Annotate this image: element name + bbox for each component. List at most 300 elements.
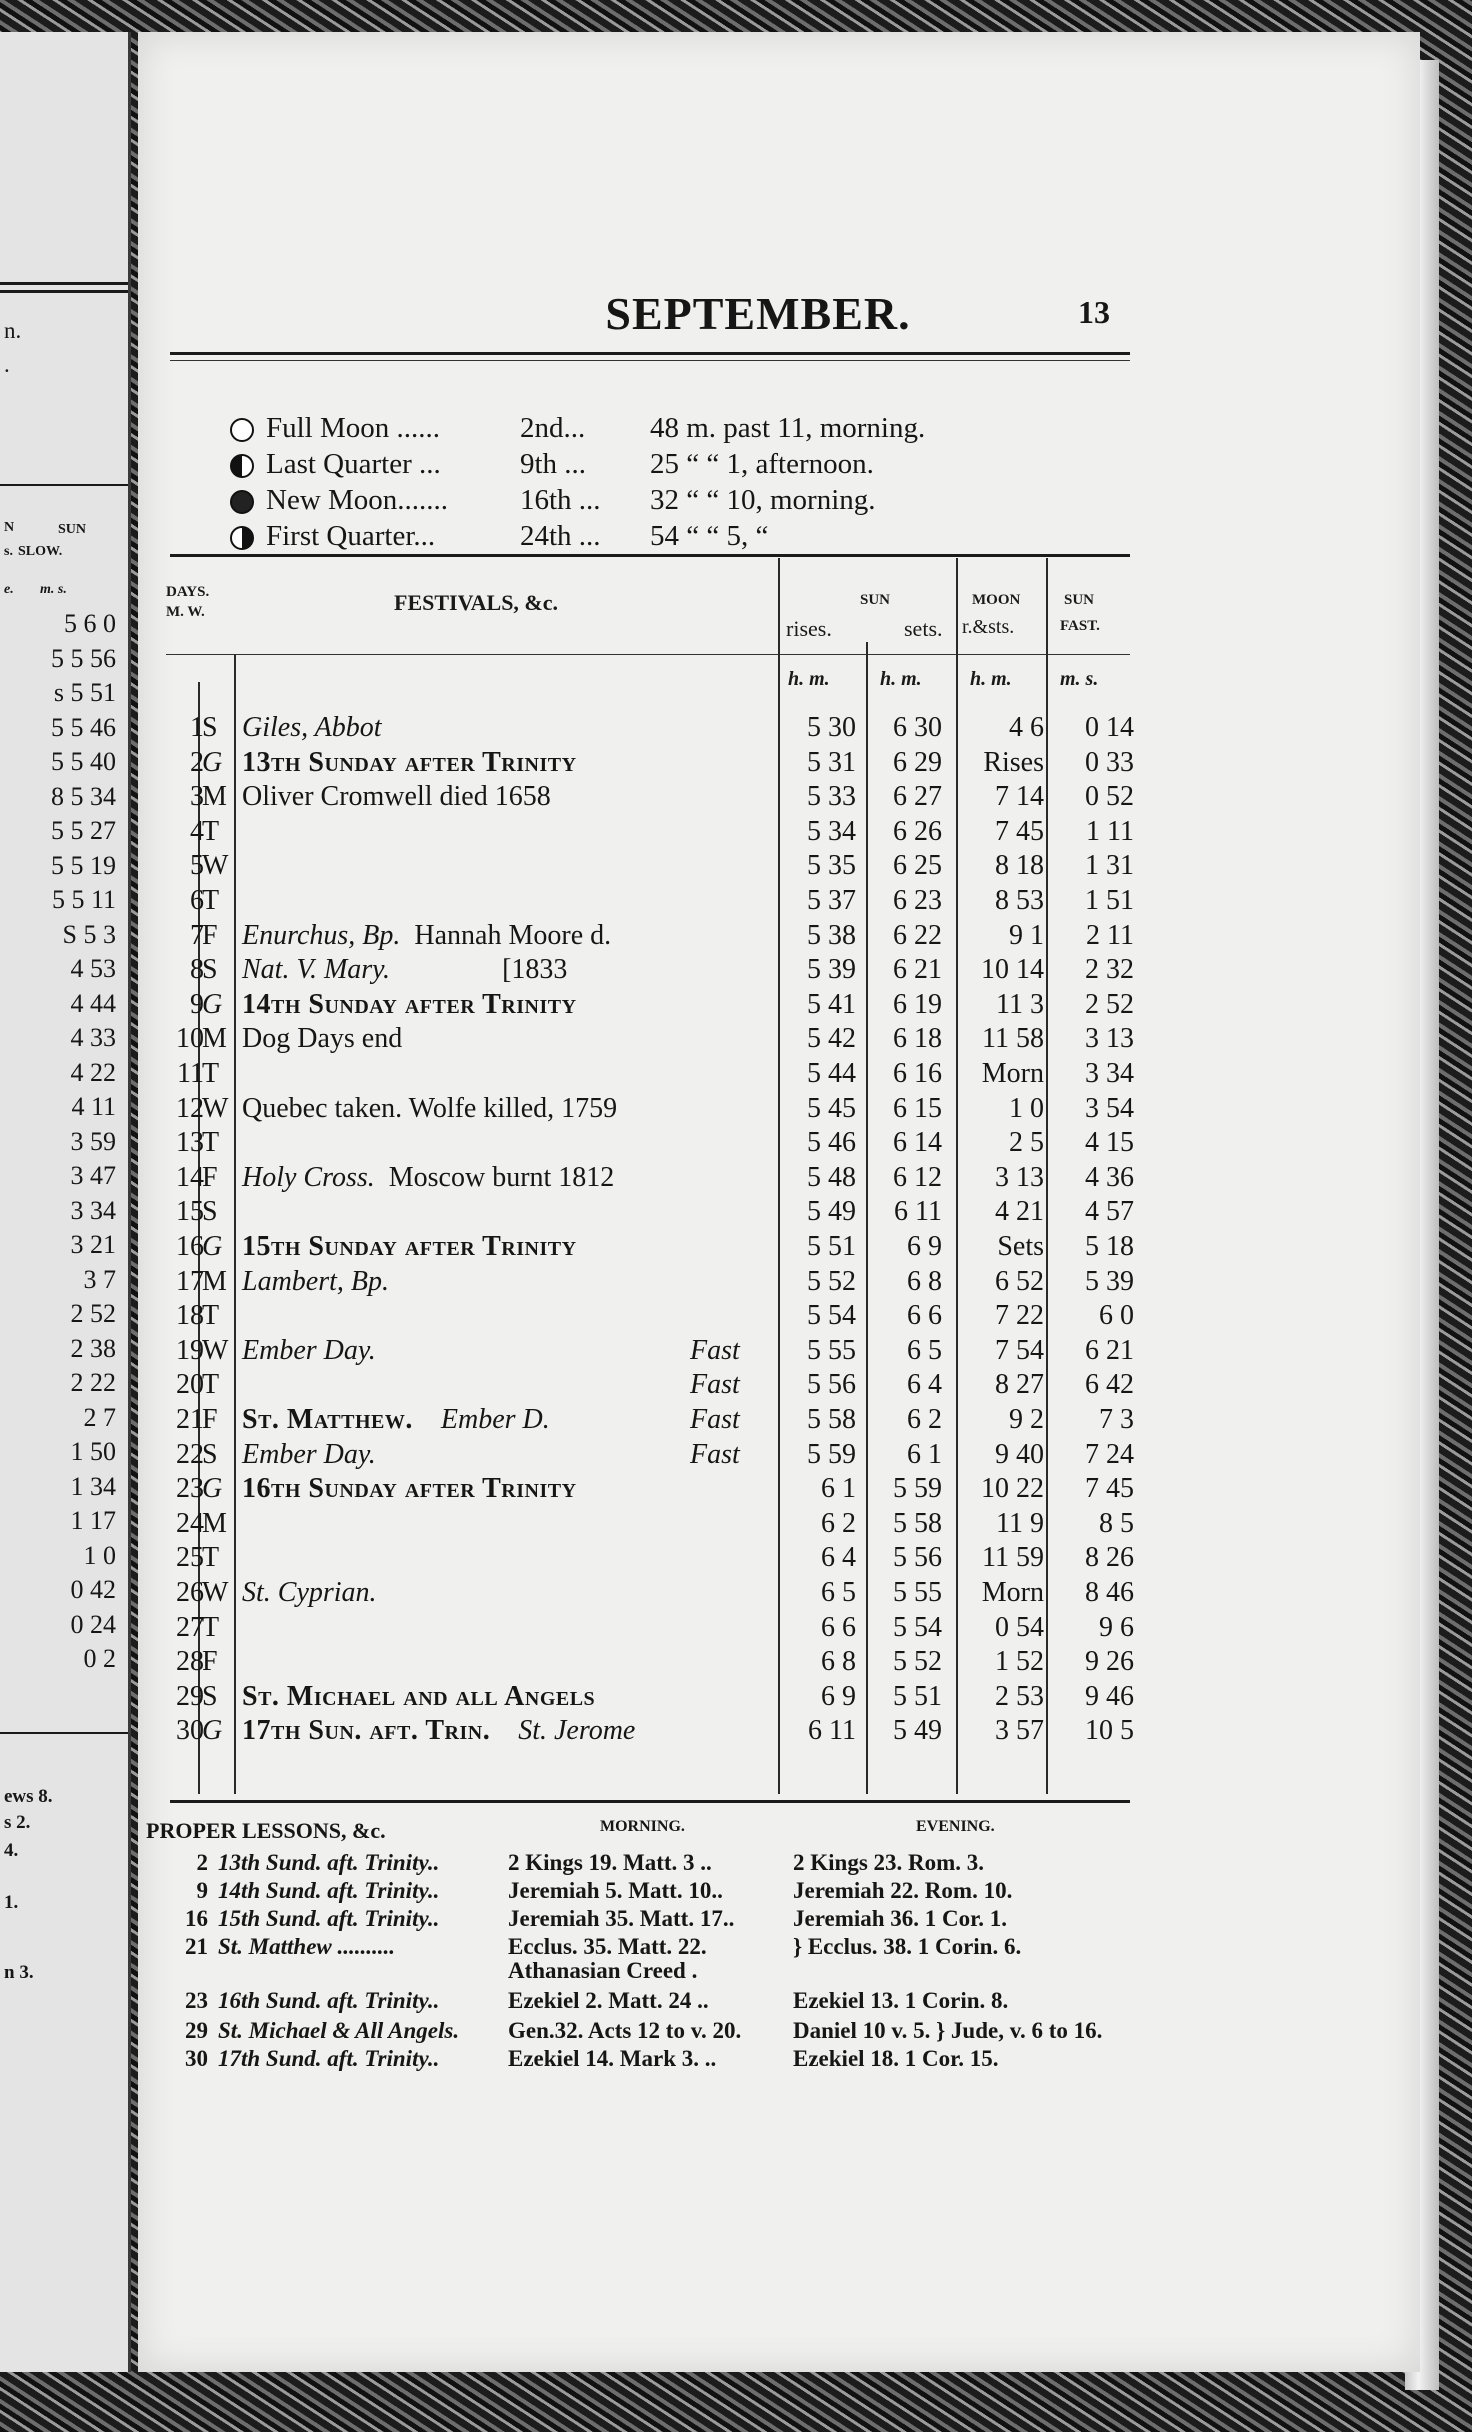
calendar-row [138, 747, 1420, 781]
adjacent-page-unit: m. s. [40, 582, 67, 597]
weekday: M [202, 1265, 227, 1297]
moon-rises-sets: 7 14 [995, 781, 1044, 813]
sun-rises: 5 55 [807, 1334, 856, 1366]
sun-sets: 5 59 [893, 1473, 942, 1505]
phase-date: 16th ... [520, 484, 601, 516]
sun-rises: 5 59 [807, 1438, 856, 1470]
sun-sets: 6 18 [893, 1023, 942, 1055]
fast-note: Fast [690, 1404, 740, 1435]
sun-rises: 5 46 [807, 1127, 856, 1159]
table-top-rule [170, 554, 1130, 557]
lesson-day: 21 [185, 1934, 208, 1959]
header-festivals: FESTIVALS, &c. [394, 590, 559, 615]
adjacent-page-rule [0, 290, 128, 293]
calendar-row [138, 1681, 1420, 1715]
sun-rises: 6 5 [821, 1577, 856, 1608]
adjacent-page-value: 4 11 [71, 1092, 116, 1121]
lesson-day: 29 [185, 2018, 208, 2043]
adjacent-page-text: 4. [4, 1840, 19, 1861]
sun-fast: 7 45 [1085, 1473, 1134, 1505]
lesson-occasion: 17th Sund. aft. Trinity.. [218, 2046, 440, 2071]
sun-rises: 5 49 [807, 1196, 856, 1228]
sun-fast: 5 39 [1085, 1265, 1134, 1297]
sun-fast: 6 21 [1085, 1334, 1134, 1366]
lesson-row [138, 1988, 1420, 2018]
festival [242, 920, 611, 952]
saint-day: Nat. V. Mary. [242, 954, 391, 986]
lesson-occasion: 13th Sund. aft. Trinity.. [218, 1850, 440, 1875]
sun-rises: 5 44 [807, 1058, 856, 1089]
weekday: G [202, 746, 223, 778]
festival-title: St. Matthew. [242, 1404, 413, 1435]
sun-rises: 5 31 [807, 746, 856, 778]
sun-sets: 5 51 [893, 1680, 942, 1712]
day-of-month: 5 [190, 850, 204, 882]
weekday: G [202, 988, 223, 1020]
moon-rises-sets: 10 14 [981, 954, 1044, 986]
weekday: S [202, 1438, 218, 1470]
lesson-row [138, 1878, 1420, 1908]
sun-fast: 2 11 [1086, 919, 1134, 951]
day-of-month: 18 [176, 1300, 204, 1332]
day-of-month: 25 [176, 1542, 204, 1574]
lessons-evening-header: EVENING. [916, 1818, 995, 1835]
sun-sets: 5 54 [893, 1611, 942, 1643]
phase-name: First Quarter... [266, 520, 436, 552]
day-of-month: 17 [176, 1265, 204, 1297]
sun-sets: 6 4 [907, 1369, 942, 1401]
lesson-day: 23 [185, 1988, 208, 2013]
weekday: M [202, 1023, 227, 1055]
unit-hm: h. m. [880, 668, 922, 690]
sun-rises: 5 56 [807, 1369, 856, 1401]
sun-rises: 5 42 [807, 1023, 856, 1055]
day-of-month: 24 [176, 1507, 204, 1539]
festival-note: Moscow burnt 1812 [388, 1161, 615, 1193]
lesson-day: 30 [185, 2046, 208, 2071]
moon-phase-row [230, 520, 1030, 556]
moon-rises-sets: 9 1 [1009, 919, 1044, 951]
adjacent-page-value: 5 5 56 [51, 643, 116, 673]
sun-fast: 2 52 [1085, 988, 1134, 1020]
sun-fast: 6 0 [1099, 1300, 1134, 1332]
weekday: M [202, 1507, 227, 1539]
day-of-month: 13 [176, 1127, 204, 1159]
sun-rises: 5 30 [807, 712, 856, 743]
sun-fast: 0 14 [1085, 712, 1134, 743]
moon-rises-sets: 4 21 [995, 1196, 1044, 1228]
sun-rises: 5 35 [807, 850, 856, 882]
sun-rises: 5 52 [807, 1265, 856, 1297]
weekday: F [202, 1404, 218, 1435]
festival-note: Quebec taken. Wolfe killed, 1759 [242, 1092, 618, 1124]
calendar-row [138, 1196, 1420, 1230]
festival [242, 1439, 376, 1471]
phase-time: 32 “ “ 10, morning. [650, 484, 876, 516]
calendar-row [138, 1439, 1420, 1473]
day-of-month: 3 [190, 781, 204, 813]
moon-phase-row [230, 484, 1030, 520]
weekday: W [202, 1334, 229, 1366]
festival-title: 14th Sunday after Trinity [242, 988, 577, 1020]
header-sun-fast-sub: FAST. [1060, 618, 1100, 634]
festival-title: 17th Sun. aft. Trin. [242, 1715, 491, 1747]
moon-phases [230, 412, 1030, 556]
day-of-month: 23 [176, 1473, 204, 1505]
adjacent-page-value: s 5 51 [53, 678, 116, 707]
lesson-evening: Jeremiah 36. 1 Cor. 1. [793, 1906, 1008, 1931]
adjacent-page-text: ews 8. [4, 1786, 53, 1807]
header-sets: sets. [904, 616, 943, 641]
moon-rises-sets: 10 22 [981, 1473, 1044, 1505]
sun-fast: 9 6 [1099, 1611, 1134, 1643]
sun-rises: 5 48 [807, 1161, 856, 1193]
calendar-row [138, 1577, 1420, 1611]
moon-rises-sets: Sets [997, 1231, 1044, 1262]
fast-note: Fast [690, 1438, 740, 1470]
lesson-row [138, 2018, 1420, 2048]
calendar-row [138, 1646, 1420, 1680]
calendar-row [138, 1473, 1420, 1507]
calendar-row [138, 1508, 1420, 1542]
lesson-row [138, 1906, 1420, 1936]
header-days: DAYS. [166, 584, 210, 600]
sun-rises: 6 1 [821, 1473, 856, 1505]
lesson-occasion: St. Michael & All Angels. [218, 2018, 460, 2043]
adjacent-page-value: S 5 3 [62, 919, 116, 949]
festival [242, 1093, 617, 1125]
lessons-title: PROPER LESSONS, &c. [146, 1818, 386, 1843]
sun-fast: 0 52 [1085, 781, 1134, 813]
calendar-row [138, 1127, 1420, 1161]
new-moon-icon [230, 490, 254, 514]
sun-rises: 6 11 [808, 1715, 856, 1747]
sun-sets: 6 29 [893, 746, 942, 778]
title-rule [170, 352, 1130, 355]
adjacent-page-unit: e. [4, 582, 14, 597]
sun-rises: 5 39 [807, 954, 856, 986]
sun-rises: 5 51 [807, 1231, 856, 1262]
sun-fast: 9 26 [1085, 1646, 1134, 1678]
moon-phase-row [230, 412, 1030, 448]
lesson-morning: 2 Kings 19. Matt. 3 .. [508, 1850, 712, 1875]
day-of-month: 19 [176, 1334, 204, 1366]
sun-rises: 5 58 [807, 1404, 856, 1435]
day-of-month: 15 [176, 1196, 204, 1228]
festival-note: Hannah Moore d. [414, 919, 612, 951]
header-moon-sub: r.&sts. [962, 616, 1015, 638]
moon-rises-sets: 6 52 [995, 1265, 1044, 1297]
lesson-occasion: St. Matthew .......... [218, 1934, 396, 1959]
weekday: W [202, 1577, 229, 1608]
lesson-morning: Jeremiah 5. Matt. 10.. [508, 1878, 723, 1903]
festival [242, 747, 577, 779]
table-bottom-rule [170, 1800, 1130, 1803]
sun-sets: 6 26 [893, 815, 942, 847]
lesson-row [138, 1850, 1420, 1880]
festival [242, 1577, 377, 1609]
moon-rises-sets: Morn [981, 1058, 1044, 1089]
header-sun: SUN [860, 592, 891, 608]
adjacent-page-value: 3 34 [70, 1195, 116, 1225]
sun-fast: 5 18 [1085, 1231, 1134, 1262]
sun-fast: 4 36 [1085, 1161, 1134, 1193]
calendar-row [138, 1715, 1420, 1749]
festival [242, 1162, 614, 1194]
phase-time: 25 “ “ 1, afternoon. [650, 448, 874, 480]
sun-sets: 5 56 [893, 1542, 942, 1574]
sun-fast: 4 57 [1085, 1196, 1134, 1228]
calendar-row [138, 1612, 1420, 1646]
weekday: S [202, 1680, 218, 1712]
day-of-month: 21 [176, 1404, 204, 1435]
weekday: M [202, 781, 227, 813]
sun-sets: 6 21 [893, 954, 942, 986]
adjacent-page-value: 5 5 19 [51, 850, 116, 880]
adjacent-page-value: 0 2 [83, 1644, 116, 1673]
saint-day: Ember D. [440, 1404, 550, 1435]
phase-date: 2nd... [520, 412, 586, 444]
full-moon-icon [230, 418, 254, 442]
adjacent-page-text: . [4, 352, 10, 377]
sun-sets: 6 19 [893, 988, 942, 1020]
sun-sets: 6 27 [893, 781, 942, 813]
sun-rises: 6 8 [821, 1646, 856, 1678]
adjacent-page-text: s 2. [4, 1812, 31, 1833]
festival [242, 1335, 376, 1367]
adjacent-page-value: 1 0 [83, 1540, 116, 1570]
sun-rises: 6 4 [821, 1542, 856, 1574]
lesson-evening: Daniel 10 v. 5. } Jude, v. 6 to 16. [793, 2018, 1103, 2043]
calendar-row [138, 989, 1420, 1023]
fast-note: Fast [690, 1369, 740, 1401]
adjacent-page-header: SUN [58, 522, 87, 537]
sun-sets: 6 6 [907, 1300, 942, 1332]
adjacent-page-value: 4 44 [70, 988, 116, 1018]
sun-sets: 6 15 [893, 1092, 942, 1124]
moon-rises-sets: 11 58 [982, 1023, 1044, 1055]
day-of-month: 29 [176, 1680, 204, 1712]
adjacent-page-fragment [0, 32, 131, 2372]
adjacent-page-sun-slow-column [10, 607, 116, 1677]
page-number: 13 [1078, 294, 1110, 330]
calendar-row [138, 1093, 1420, 1127]
sun-sets: 5 58 [893, 1507, 942, 1539]
calendar-row [138, 1300, 1420, 1334]
sun-sets: 5 49 [893, 1715, 942, 1747]
day-of-month: 28 [176, 1646, 204, 1678]
moon-rises-sets: 1 0 [1009, 1092, 1044, 1124]
saint-day: Lambert, Bp. [242, 1265, 389, 1297]
sun-sets: 6 16 [893, 1058, 942, 1089]
header-rises: rises. [786, 616, 832, 641]
day-of-month: 30 [176, 1715, 204, 1747]
sun-fast: 1 31 [1085, 850, 1134, 882]
festival-note: Oliver Cromwell died 1658 [242, 781, 551, 813]
weekday: G [202, 1473, 223, 1505]
sun-fast: 9 46 [1085, 1680, 1134, 1712]
lesson-evening: 2 Kings 23. Rom. 3. [793, 1850, 985, 1875]
sun-sets: 6 25 [893, 850, 942, 882]
day-of-month: 8 [190, 954, 204, 986]
calendar-row [138, 920, 1420, 954]
lesson-day: 2 [196, 1850, 208, 1875]
moon-rises-sets: 2 53 [995, 1680, 1044, 1712]
adjacent-page-value: 5 5 11 [51, 885, 116, 914]
sun-fast: 7 3 [1099, 1404, 1134, 1435]
festival [242, 989, 577, 1021]
weekday: S [202, 954, 218, 986]
sun-rises: 6 2 [821, 1507, 856, 1539]
moon-rises-sets: 11 3 [996, 988, 1044, 1020]
calendar-row [138, 954, 1420, 988]
sun-sets: 6 5 [907, 1334, 942, 1366]
adjacent-page-header: SLOW. [18, 544, 63, 559]
sun-sets: 6 8 [907, 1265, 942, 1297]
sun-fast: 3 34 [1085, 1058, 1134, 1089]
sun-sets: 6 30 [893, 712, 942, 743]
weekday: S [202, 1196, 218, 1228]
saint-day: Holy Cross. [242, 1161, 375, 1193]
day-of-month: 7 [190, 919, 204, 951]
moon-rises-sets: 2 5 [1009, 1127, 1044, 1159]
moon-rises-sets: 3 13 [995, 1161, 1044, 1193]
sun-fast: 4 15 [1085, 1127, 1134, 1159]
day-of-month: 1 [190, 712, 204, 743]
adjacent-page-value: 0 24 [70, 1609, 116, 1639]
almanac-page [138, 32, 1420, 2372]
moon-rises-sets: 7 45 [995, 815, 1044, 847]
adjacent-page-header: N [4, 520, 15, 535]
day-of-month: 10 [176, 1023, 204, 1055]
festival [242, 1404, 550, 1436]
moon-rises-sets: Rises [983, 746, 1044, 778]
sun-rises: 5 41 [807, 988, 856, 1020]
moon-rises-sets: 9 2 [1009, 1404, 1044, 1435]
moon-rises-sets: 8 27 [995, 1369, 1044, 1401]
page-title: SEPTEMBER. [605, 288, 911, 339]
day-of-month: 14 [176, 1161, 204, 1193]
day-of-month: 11 [177, 1058, 204, 1089]
sun-fast: 7 24 [1085, 1438, 1134, 1470]
sun-rises: 5 38 [807, 919, 856, 951]
lesson-morning: Gen.32. Acts 12 to v. 20. [508, 2018, 742, 2043]
calendar-row [138, 1335, 1420, 1369]
sun-fast: 8 5 [1099, 1507, 1134, 1539]
sun-rises: 5 33 [807, 781, 856, 813]
weekday: G [202, 1231, 223, 1262]
first-quarter-icon [230, 526, 254, 550]
festival-note: Dog Days end [242, 1023, 403, 1055]
adjacent-page-rule [0, 282, 128, 285]
day-of-month: 26 [176, 1577, 204, 1608]
day-of-month: 6 [190, 885, 204, 916]
sun-sets: 5 52 [893, 1646, 942, 1678]
lesson-morning: Athanasian Creed . [508, 1958, 698, 1983]
festival [242, 712, 381, 744]
day-of-month: 2 [190, 746, 204, 778]
lesson-row [138, 2046, 1420, 2076]
lesson-day: 9 [196, 1878, 208, 1903]
calendar-row [138, 1058, 1420, 1092]
phase-name: Full Moon ...... [266, 412, 441, 444]
unit-hm: h. m. [970, 668, 1012, 690]
lesson-occasion: 14th Sund. aft. Trinity.. [218, 1878, 440, 1903]
moon-rises-sets: Morn [981, 1577, 1044, 1608]
adjacent-page-value: 2 38 [70, 1333, 116, 1363]
phase-name: New Moon....... [266, 484, 449, 516]
header-moon: MOON [972, 592, 1021, 608]
adjacent-page-rule [0, 484, 128, 486]
sun-rises: 6 6 [821, 1611, 856, 1643]
header-rule [166, 654, 1130, 655]
unit-ms: m. s. [1060, 668, 1099, 690]
phase-name: Last Quarter ... [266, 448, 441, 480]
festival [242, 1023, 402, 1055]
calendar-row [138, 850, 1420, 884]
adjacent-page-value: 5 6 0 [64, 609, 116, 638]
festival-title: 13th Sunday after Trinity [242, 746, 577, 778]
adjacent-page-text: n 3. [4, 1962, 34, 1983]
lesson-morning: Ezekiel 14. Mark 3. .. [508, 2046, 717, 2071]
festival-title: St. Michael and all Angels [242, 1680, 596, 1712]
adjacent-page-value: 5 5 27 [51, 816, 116, 845]
calendar-row [138, 1231, 1420, 1265]
saint-day: Enurchus, Bp. [242, 919, 401, 951]
calendar-row [138, 1542, 1420, 1576]
lesson-evening: } Ecclus. 38. 1 Corin. 6. [793, 1934, 1022, 1959]
header-mw: M. W. [166, 604, 205, 620]
sun-sets: 6 2 [907, 1404, 942, 1435]
weekday: T [202, 1058, 220, 1089]
weekday: T [202, 885, 220, 916]
calendar-row [138, 712, 1420, 746]
weekday: T [202, 1542, 220, 1574]
moon-rises-sets: 7 22 [995, 1300, 1044, 1332]
sun-fast: 0 33 [1085, 746, 1134, 778]
weekday: T [202, 815, 220, 847]
saint-day: Ember Day. [242, 1438, 376, 1470]
lesson-day: 16 [185, 1906, 208, 1931]
sun-sets: 6 23 [893, 885, 942, 916]
sun-sets: 6 22 [893, 919, 942, 951]
calendar-row [138, 885, 1420, 919]
phase-time: 48 m. past 11, morning. [650, 412, 926, 444]
weekday: W [202, 850, 229, 882]
lesson-row [138, 1958, 1420, 1988]
lesson-morning: Ezekiel 2. Matt. 24 .. [508, 1988, 709, 2013]
adjacent-page-value: 3 21 [70, 1230, 116, 1259]
adjacent-page-value: 4 53 [70, 954, 116, 983]
sun-sets: 6 9 [907, 1231, 942, 1262]
header-sun-fast: SUN [1064, 592, 1095, 608]
day-of-month: 4 [190, 815, 204, 847]
sun-sets: 6 14 [893, 1127, 942, 1159]
festival [242, 1473, 577, 1505]
lesson-evening: Ezekiel 18. 1 Cor. 15. [793, 2046, 999, 2071]
adjacent-page-value: 3 47 [70, 1161, 116, 1190]
saint-day: St. Cyprian. [242, 1577, 377, 1608]
sun-fast: 2 32 [1085, 954, 1134, 986]
saint-day: Ember Day. [242, 1334, 376, 1366]
lessons-morning-header: MORNING. [600, 1818, 685, 1835]
adjacent-page-value: 5 5 40 [51, 747, 116, 776]
adjacent-page-header: s. [4, 544, 13, 559]
festival [242, 1715, 635, 1747]
lesson-evening: Ezekiel 13. 1 Corin. 8. [793, 1988, 1009, 2013]
phase-date: 24th ... [520, 520, 601, 552]
sun-fast: 8 26 [1085, 1542, 1134, 1574]
